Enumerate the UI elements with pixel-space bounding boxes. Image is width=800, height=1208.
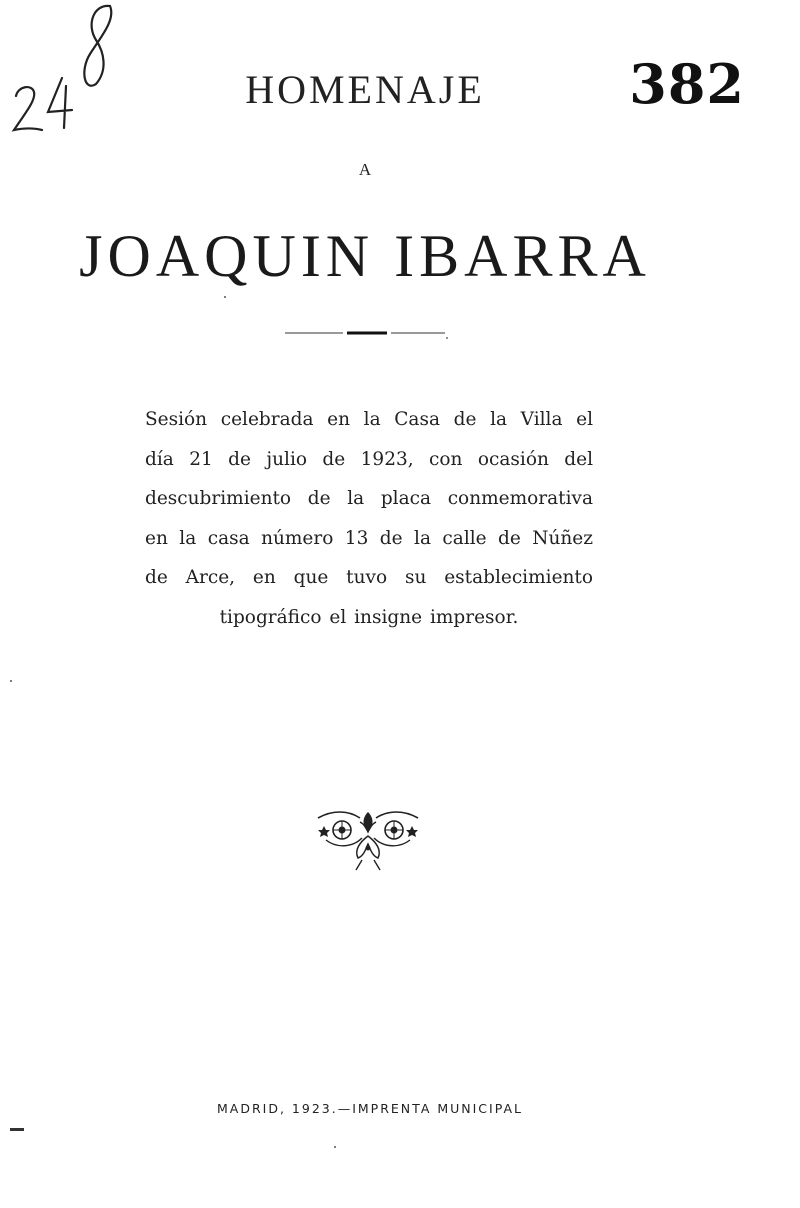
description-line: en la casa número 13 de la calle de Núñez bbox=[145, 527, 593, 549]
margin-mark bbox=[10, 1128, 24, 1131]
description-line: Sesión celebrada en la Casa de la Villa el bbox=[145, 409, 593, 430]
rule-line-icon bbox=[285, 329, 450, 339]
title-name: JOAQUIN IBARRA bbox=[79, 223, 651, 289]
description-line: día 21 de julio de 1923, con ocasión del bbox=[145, 448, 593, 470]
title-preposition: A bbox=[358, 160, 372, 179]
description-line: tipográfico el insigne impresor. bbox=[219, 606, 519, 628]
floral-vignette-icon bbox=[312, 808, 424, 874]
description-line: de Arce, en que tuvo su establecimiento bbox=[145, 567, 593, 588]
imprint-line: MADRID, 1923.—IMPRENTA MUNICIPAL bbox=[217, 1101, 523, 1116]
paper-speck bbox=[224, 296, 226, 298]
title-homenaje: HOMENAJE bbox=[245, 67, 485, 112]
paper-speck bbox=[10, 680, 12, 682]
description-paragraph bbox=[145, 400, 593, 637]
paper-speck bbox=[334, 1146, 336, 1148]
decorative-rule bbox=[285, 326, 450, 336]
page-number: 382 bbox=[629, 52, 745, 116]
description-line: descubrimiento de la placa conmemorativa bbox=[145, 488, 593, 509]
